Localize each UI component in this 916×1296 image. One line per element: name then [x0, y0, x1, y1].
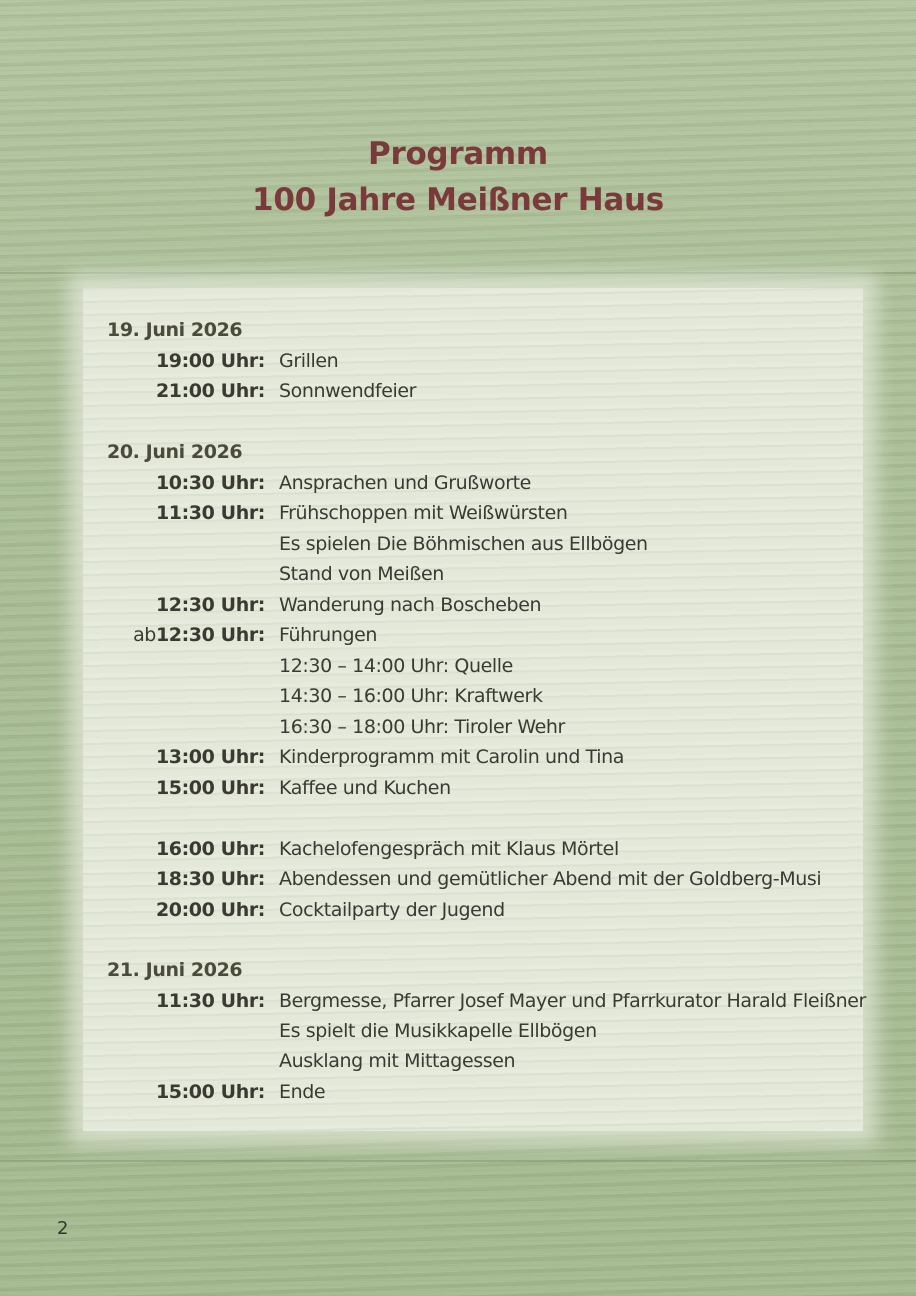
- schedule-time: [107, 987, 265, 1015]
- time-value: 12:30 Uhr:: [155, 594, 265, 616]
- time-value: 19:00 Uhr:: [155, 350, 265, 372]
- time-value: 12:30 Uhr:: [155, 624, 265, 646]
- schedule-item: Führungen: [279, 624, 378, 646]
- time-prefix: ab: [133, 624, 156, 646]
- time-value: 13:00 Uhr:: [155, 746, 265, 768]
- schedule-item: Ansprachen und Grußworte: [279, 472, 531, 494]
- schedule-time: [107, 591, 265, 619]
- schedule-item: 16:30 – 18:00 Uhr: Tiroler Wehr: [279, 716, 565, 738]
- time-value: 16:00 Uhr:: [155, 838, 265, 860]
- schedule-item: Kaffee und Kuchen: [279, 777, 451, 799]
- schedule-item: Stand von Meißen: [279, 563, 444, 585]
- time-value: 15:00 Uhr:: [155, 777, 265, 799]
- schedule-item: Cocktailparty der Jugend: [279, 899, 505, 921]
- schedule-item: Sonnwendfeier: [279, 380, 417, 402]
- time-value: 11:30 Uhr:: [155, 990, 265, 1012]
- schedule-item: Ende: [279, 1081, 326, 1103]
- schedule-time: [107, 499, 265, 527]
- schedule-item: Ausklang mit Mittagessen: [279, 1050, 516, 1072]
- schedule-item: 12:30 – 14:00 Uhr: Quelle: [279, 655, 513, 677]
- schedule-time: [107, 896, 265, 924]
- time-value: 10:30 Uhr:: [155, 472, 265, 494]
- schedule-item: Frühschoppen mit Weißwürsten: [279, 502, 568, 524]
- page-title: Programm: [368, 136, 548, 172]
- schedule-time: [107, 743, 265, 771]
- schedule-item: Kinderprogramm mit Carolin und Tina: [279, 746, 625, 768]
- schedule-item: Kachelofengespräch mit Klaus Mörtel: [279, 838, 619, 860]
- wood-plank-line: [0, 272, 916, 274]
- schedule-date: 19. Juni 2026: [107, 319, 243, 341]
- schedule-item: Bergmesse, Pfarrer Josef Mayer und Pfarrkurator Harald Fleißner: [279, 990, 866, 1012]
- page-subtitle: 100 Jahre Meißner Haus: [252, 182, 664, 218]
- schedule-time: [107, 835, 265, 863]
- schedule-date: 20. Juni 2026: [107, 441, 243, 463]
- schedule-time: [107, 469, 265, 497]
- schedule-time: [107, 774, 265, 802]
- schedule-date: 21. Juni 2026: [107, 959, 243, 981]
- schedule-item: 14:30 – 16:00 Uhr: Kraftwerk: [279, 685, 543, 707]
- time-value: 11:30 Uhr:: [155, 502, 265, 524]
- schedule-item: Es spielt die Musikkapelle Ellbögen: [279, 1020, 597, 1042]
- schedule-item: Es spielen Die Böhmischen aus Ellbögen: [279, 533, 648, 555]
- schedule-item: Wanderung nach Boscheben: [279, 594, 542, 616]
- time-value: 20:00 Uhr:: [155, 899, 265, 921]
- wood-plank-line: [0, 1160, 916, 1162]
- schedule-time: [107, 865, 265, 893]
- schedule-time: [107, 347, 265, 375]
- schedule-item: Abendessen und gemütlicher Abend mit der Goldberg-Musi: [279, 868, 822, 890]
- page-number: 2: [57, 1218, 69, 1239]
- schedule-time: [107, 621, 265, 649]
- schedule-time: [107, 1078, 265, 1106]
- schedule-item: Grillen: [279, 350, 339, 372]
- time-value: 21:00 Uhr:: [155, 380, 265, 402]
- time-value: 15:00 Uhr:: [155, 1081, 265, 1103]
- time-value: 18:30 Uhr:: [155, 868, 265, 890]
- schedule-time: [107, 377, 265, 405]
